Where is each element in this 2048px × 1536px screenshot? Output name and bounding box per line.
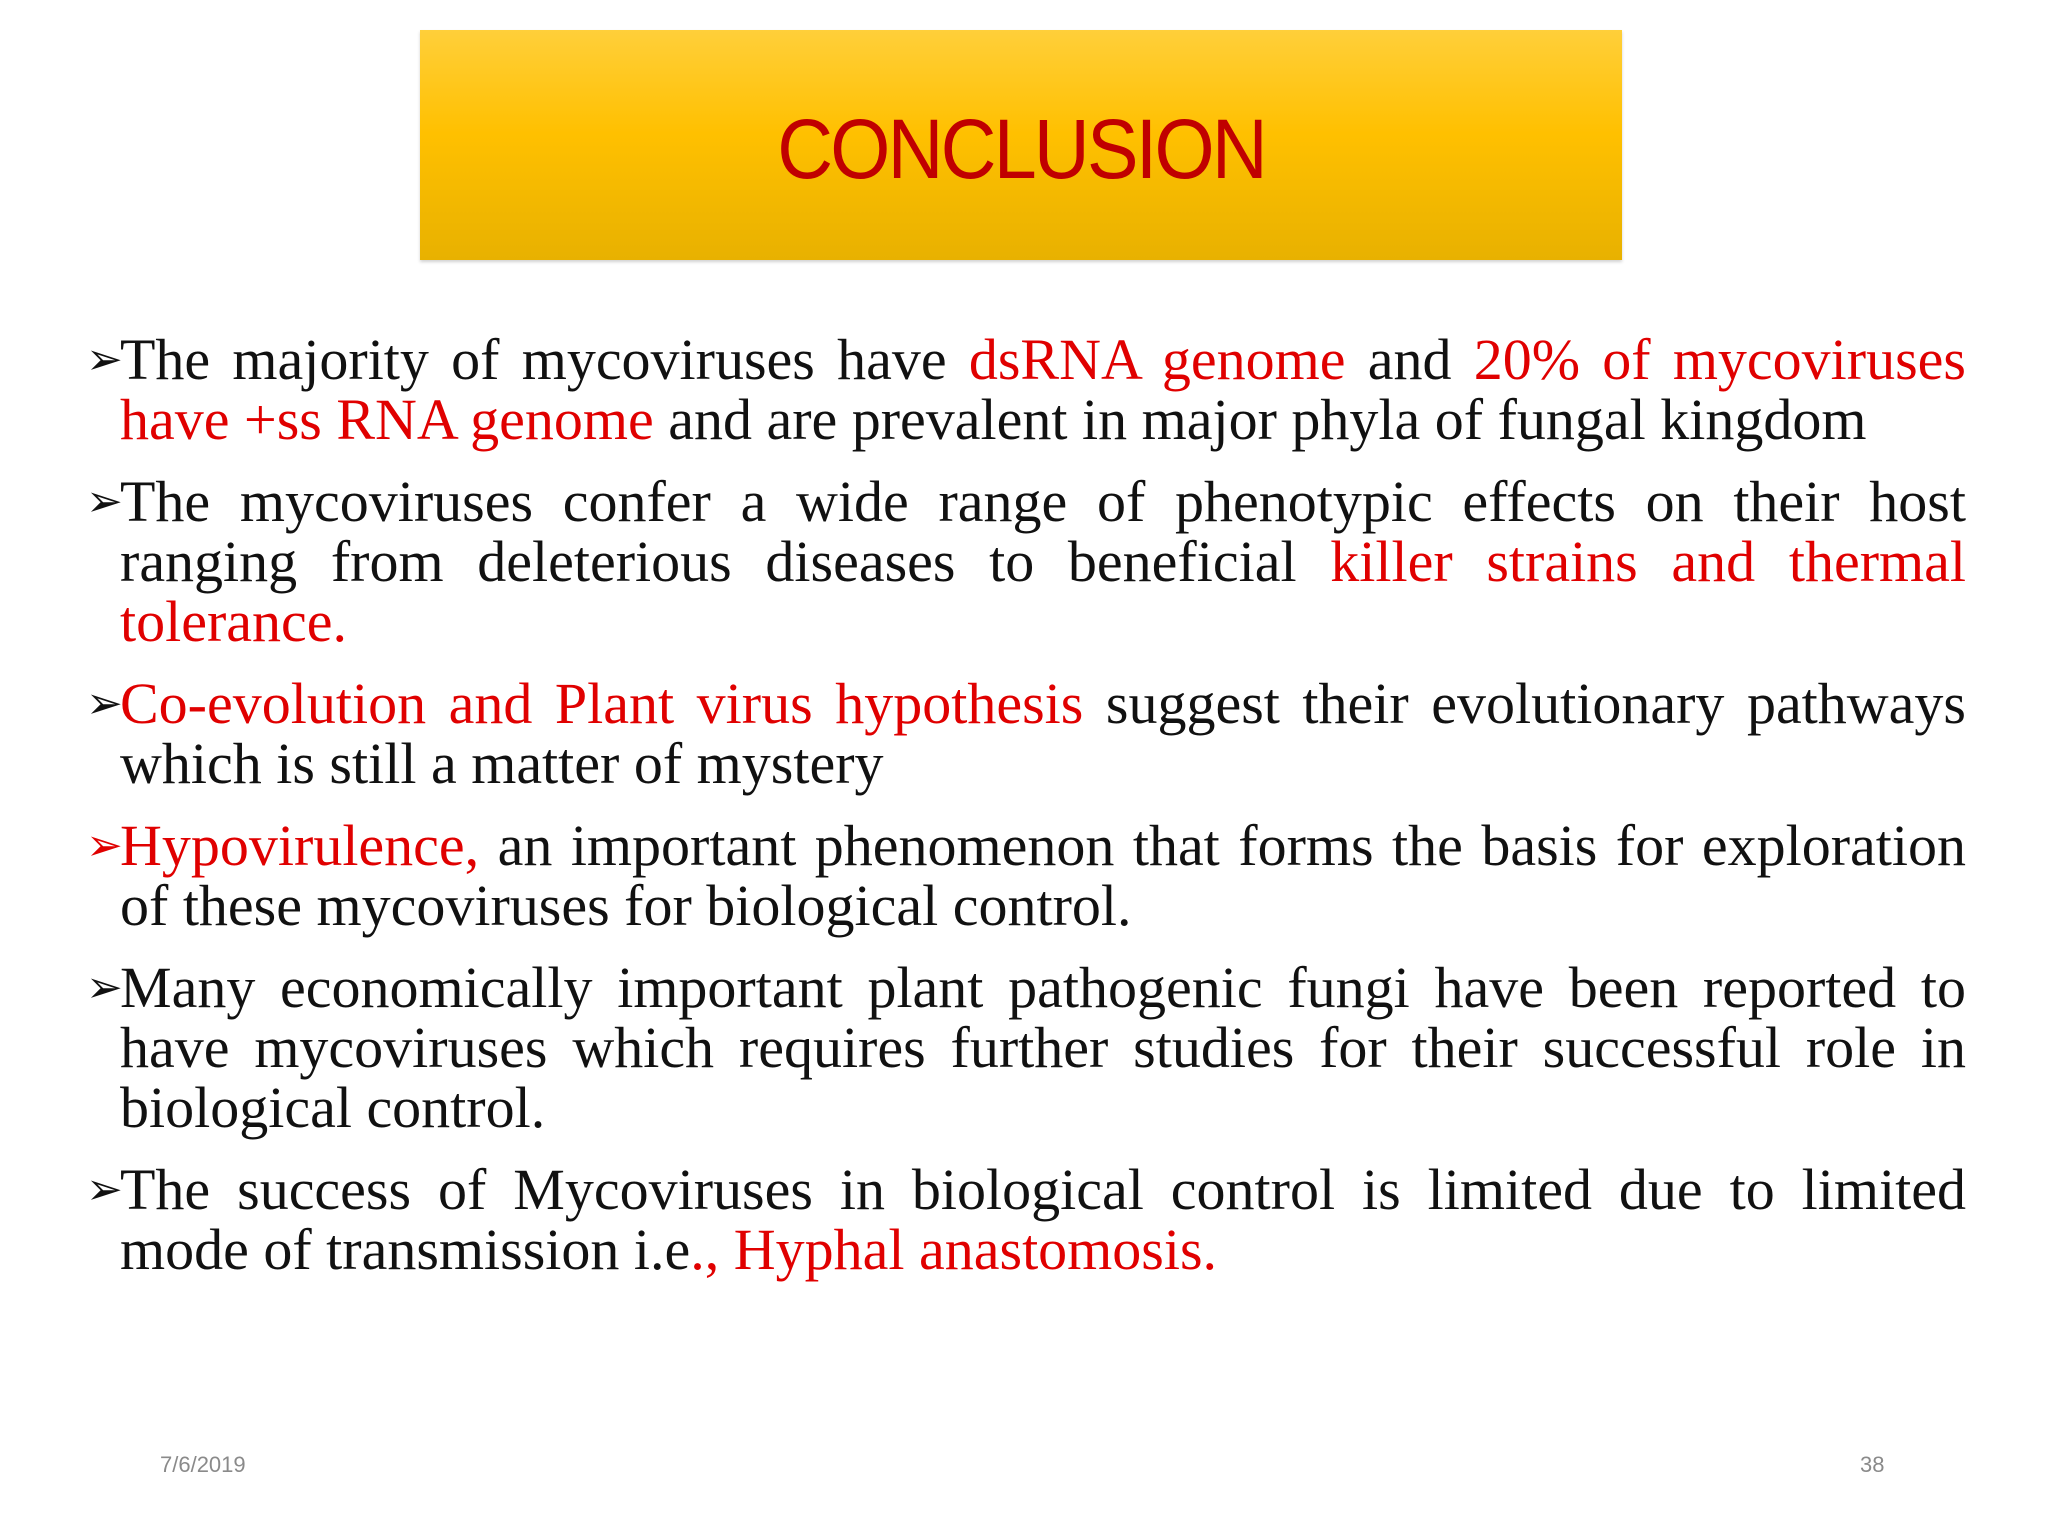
arrow-bullet-icon: ➢	[86, 820, 123, 871]
bullet-item	[86, 813, 1966, 938]
arrow-bullet-icon: ➢	[86, 962, 123, 1013]
arrow-bullet-icon: ➢	[86, 476, 123, 527]
page-number: 38	[1860, 1452, 1885, 1477]
bullet-item	[86, 671, 1966, 796]
bullet-text: suggest their evolutionary pathways which is still a matter of mystery	[120, 671, 1966, 796]
bullet-text: an important phenomenon that forms the basis for exploration of these mycoviruses for biological control.	[120, 813, 1966, 938]
bullet-highlight: Hypovirulence,	[120, 813, 480, 878]
bullet-text: The mycoviruses confer a wide range of phenotypic effects on their host ranging from deleterious diseases to beneficial	[120, 469, 1966, 594]
arrow-bullet-icon: ➢	[86, 1164, 123, 1215]
bullet-item	[86, 469, 1966, 654]
bullet-list	[86, 327, 1966, 1302]
slide-title: CONCLUSION	[777, 101, 1265, 196]
title-banner	[420, 30, 1622, 260]
bullet-highlight: killer strains and thermal tolerance.	[120, 529, 1966, 654]
bullet-text: and	[1345, 327, 1474, 392]
bullet-item	[86, 327, 1966, 452]
bullet-text: The success of Mycoviruses in biological control is limited due to limited mode of transmission i.e	[120, 1157, 1966, 1282]
arrow-bullet-icon: ➢	[86, 334, 123, 385]
bullet-text: The majority of mycoviruses have	[120, 327, 969, 392]
bullet-highlight: dsRNA genome	[968, 327, 1346, 392]
bullet-highlight: Co-evolution and Plant virus hypothesis	[120, 671, 1084, 736]
bullet-highlight: 20% of mycoviruses have +ss RNA genome	[120, 327, 1966, 452]
footer-date: 7/6/2019	[160, 1452, 246, 1477]
bullet-highlight: ., Hyphal anastomosis.	[690, 1217, 1218, 1282]
bullet-text: Many economically important plant pathogenic fungi have been reported to have mycoviruses which requires further studies for their successful role in biological control.	[120, 955, 1966, 1140]
bullet-text: and are prevalent in major phyla of fungal kingdom	[653, 387, 1867, 452]
arrow-bullet-icon: ➢	[86, 678, 123, 729]
bullet-item	[86, 955, 1966, 1140]
bullet-item	[86, 1157, 1966, 1282]
